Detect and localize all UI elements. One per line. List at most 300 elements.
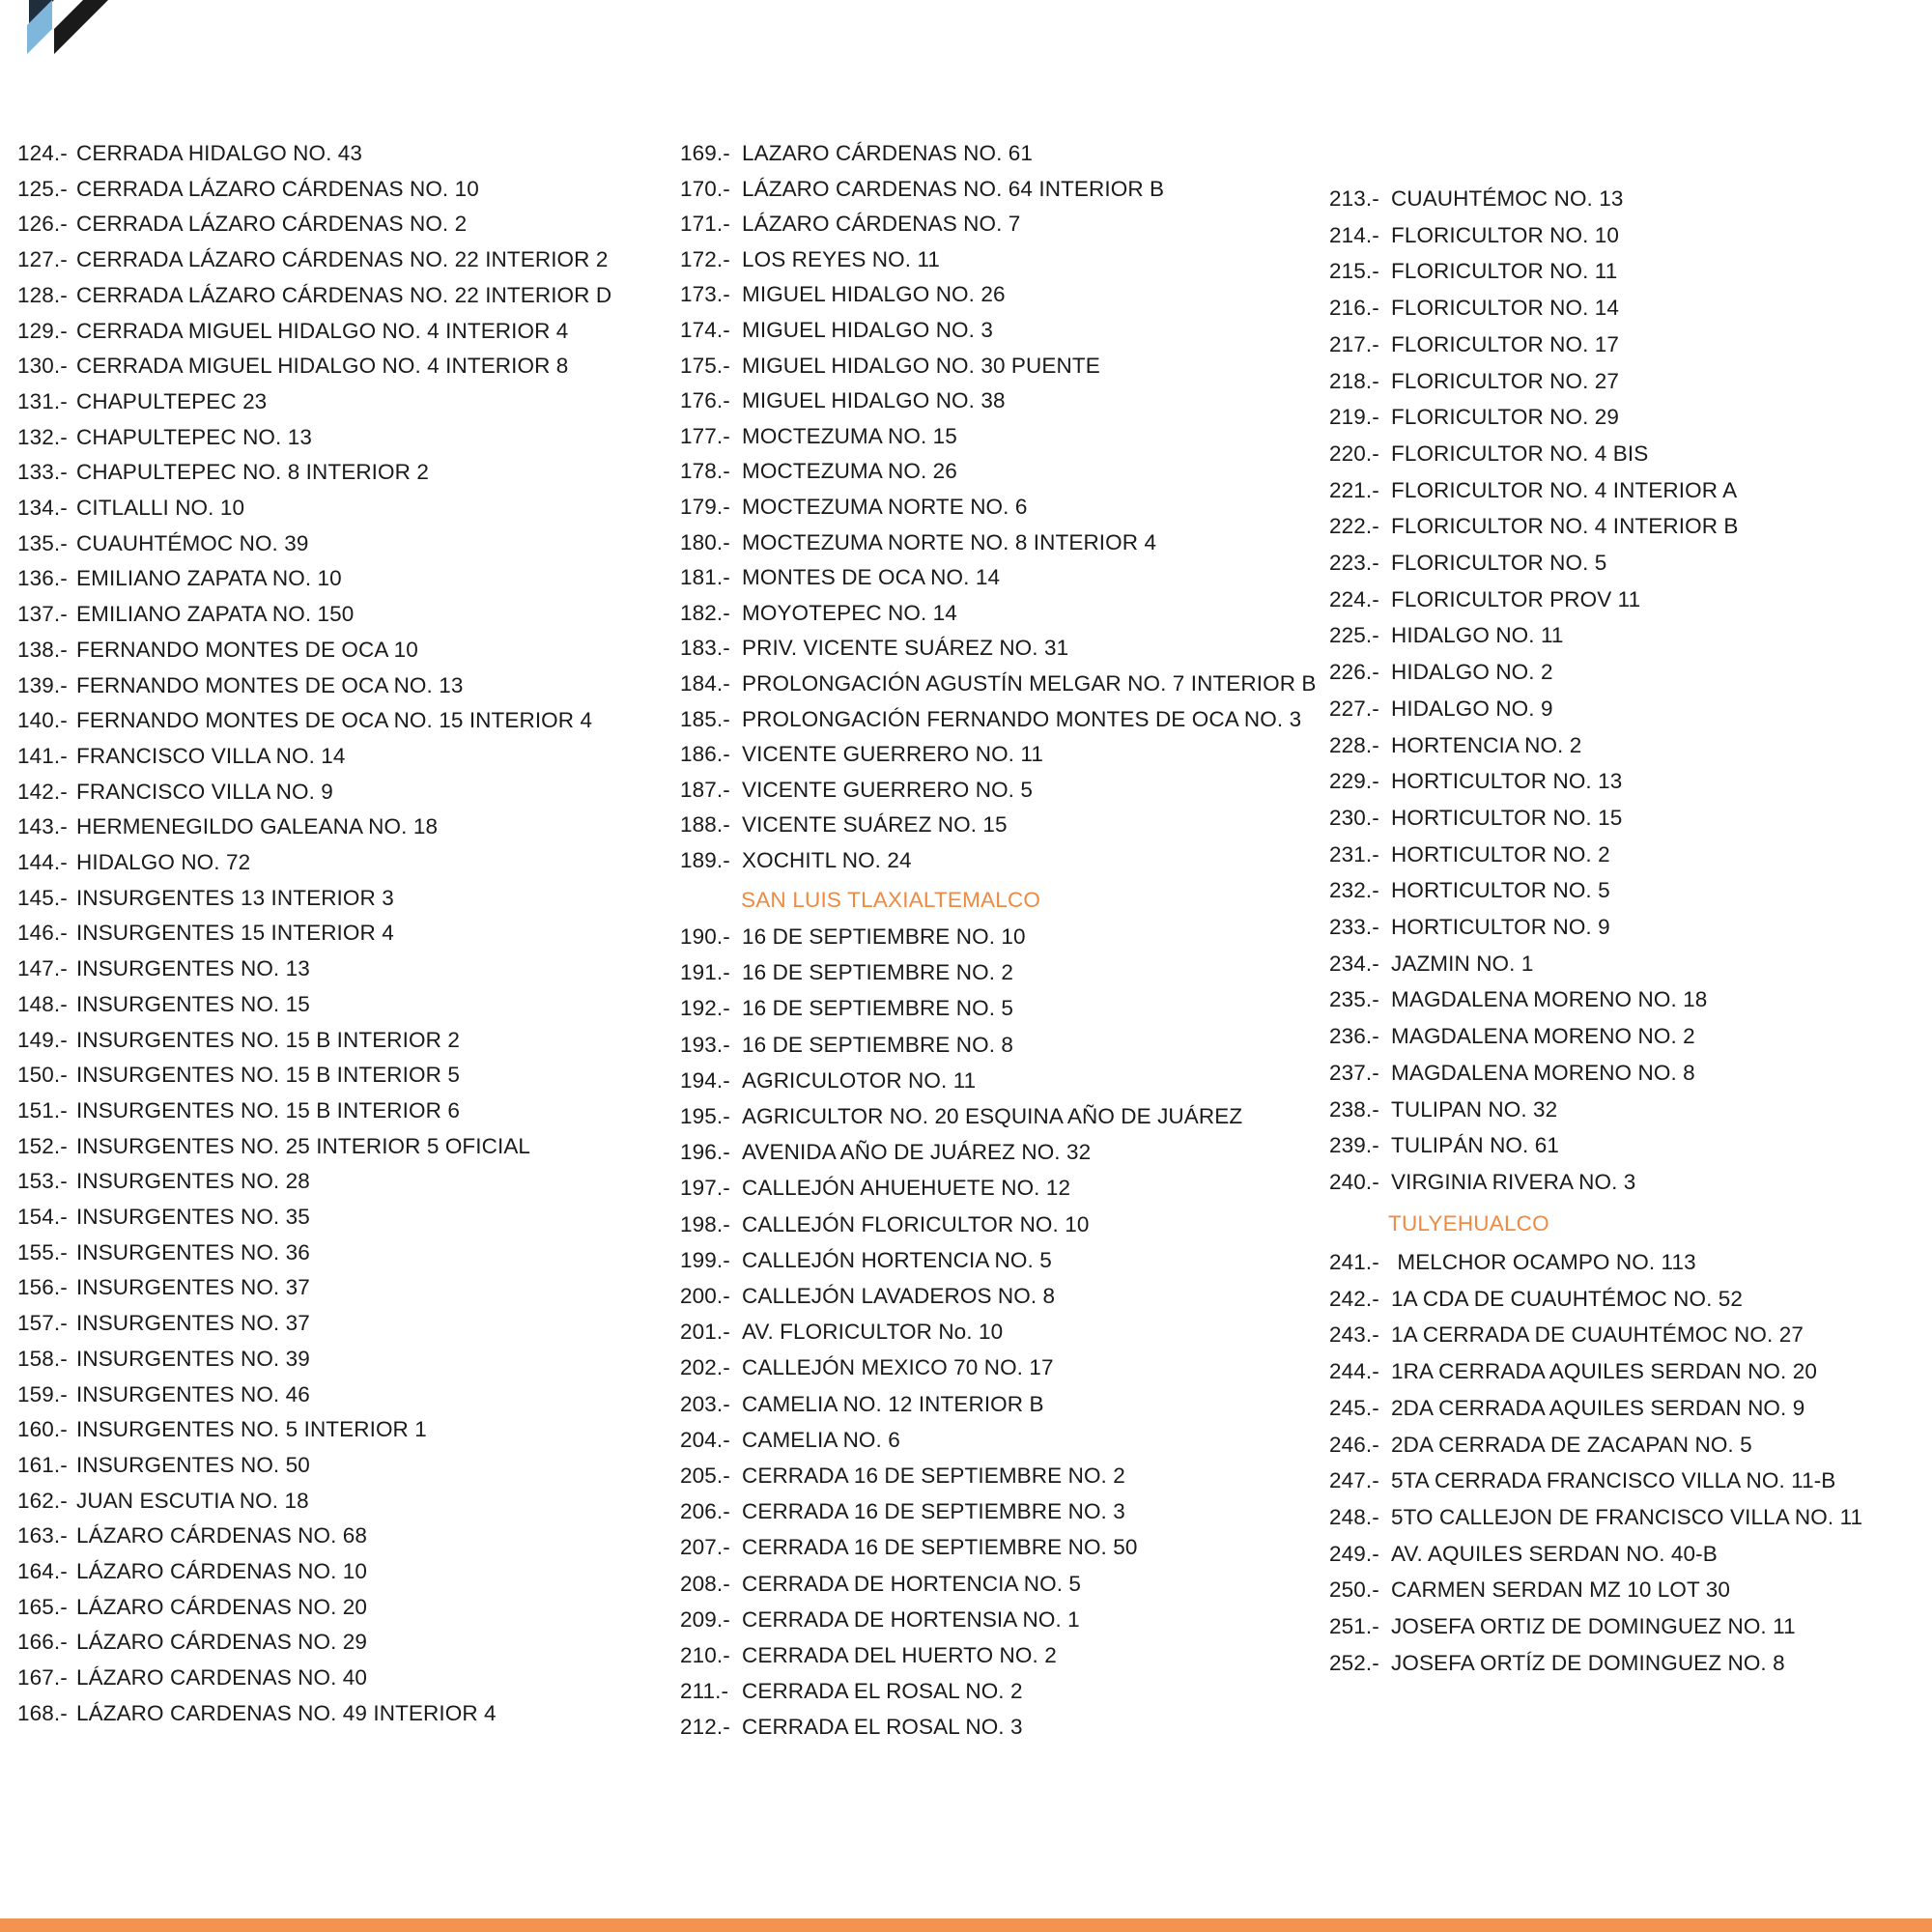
item-address: CHAPULTEPEC NO. 8 INTERIOR 2 [76,460,429,485]
item-number: 183.- [680,636,730,661]
list-item [680,282,1006,307]
item-address: LÁZARO CARDENAS NO. 49 INTERIOR 4 [76,1700,497,1725]
list-item [1329,478,1737,503]
item-number: 155.- [17,1239,68,1264]
item-number: 167.- [17,1665,68,1690]
item-number: 147.- [17,956,68,981]
item-number: 171.- [680,212,730,237]
item-address: FLORICULTOR NO. 4 INTERIOR A [1391,477,1738,502]
item-address: CERRADA LÁZARO CÁRDENAS NO. 2 [76,212,468,237]
list-item [17,1453,310,1478]
item-number: 136.- [17,566,68,591]
item-address: LÁZARO CARDENAS NO. 40 [76,1665,368,1690]
item-number: 197.- [680,1176,730,1201]
item-number: 125.- [17,176,68,201]
item-address: MOCTEZUMA NO. 26 [742,459,957,484]
item-number: 214.- [1329,222,1379,247]
item-address: MIGUEL HIDALGO NO. 3 [742,318,993,342]
list-item [17,1382,310,1407]
list-item [680,924,1026,950]
item-address: INSURGENTES NO. 39 [76,1346,310,1371]
item-number: 202.- [680,1355,730,1380]
list-item [680,141,1033,166]
list-item [1329,623,1564,648]
item-address: CUAUHTÉMOC NO. 13 [1391,186,1624,211]
item-address: LÁZARO CÁRDENAS NO. 20 [76,1594,368,1619]
list-item [1329,1133,1559,1158]
list-item [1329,259,1617,284]
item-address: MIGUEL HIDALGO NO. 38 [742,388,1006,413]
item-number: 181.- [680,565,730,590]
list-item [17,1665,367,1690]
list-item [680,388,1006,413]
list-item [1329,1577,1730,1603]
item-number: 163.- [17,1523,68,1548]
item-address: FLORICULTOR NO. 29 [1391,405,1620,430]
list-item [680,1715,1023,1740]
list-item [17,673,463,698]
list-item [680,707,1301,732]
item-number: 137.- [17,602,68,627]
list-item [680,778,1033,803]
item-number: 217.- [1329,331,1379,356]
item-address: CAMELIA NO. 6 [742,1427,900,1452]
item-number: 156.- [17,1275,68,1300]
item-address: MIGUEL HIDALGO NO. 30 PUENTE [742,353,1100,378]
item-number: 135.- [17,530,68,555]
list-item [1329,369,1619,394]
list-item [1329,223,1619,248]
list-item [680,1355,1054,1380]
list-item [680,565,1000,590]
item-address: VICENTE SUÁREZ NO. 15 [742,812,1008,838]
list-item [1329,660,1553,685]
item-address: FERNANDO MONTES DE OCA 10 [76,637,418,662]
item-number: 130.- [17,354,68,379]
item-number: 185.- [680,706,730,731]
item-address: INSURGENTES 13 INTERIOR 3 [76,885,394,910]
list-item [17,1240,310,1265]
list-item [680,1392,1044,1417]
item-number: 153.- [17,1169,68,1194]
item-number: 182.- [680,600,730,625]
list-item [1329,878,1610,903]
list-item [17,1028,460,1053]
item-address: CERRADA DEL HUERTO NO. 2 [742,1643,1057,1667]
list-item [17,1205,310,1230]
list-item [1329,915,1610,940]
item-number: 215.- [1329,259,1379,284]
list-item [17,992,310,1017]
item-number: 225.- [1329,623,1379,648]
item-number: 198.- [680,1211,730,1236]
list-item [680,1428,900,1453]
item-address: 1A CDA DE CUAUHTÉMOC NO. 52 [1391,1286,1744,1311]
item-number: 187.- [680,777,730,802]
item-address: CITLALLI NO. 10 [76,496,245,520]
item-address: FERNANDO MONTES DE OCA NO. 15 INTERIOR 4 [76,708,593,733]
item-number: 168.- [17,1700,68,1725]
item-address: LOS REYES NO. 11 [742,246,941,271]
item-address: MAGDALENA MORENO NO. 8 [1391,1060,1695,1085]
item-address: CALLEJÓN HORTENCIA NO. 5 [742,1247,1052,1272]
item-number: 220.- [1329,440,1379,466]
list-item [1329,987,1707,1012]
item-address: EMILIANO ZAPATA NO. 150 [76,602,355,627]
item-address: VICENTE GUERRERO NO. 5 [742,777,1033,802]
item-address: HIDALGO NO. 72 [76,850,251,874]
item-address: FLORICULTOR PROV 11 [1391,586,1641,611]
item-address: FRANCISCO VILLA NO. 14 [76,743,346,768]
item-address: CERRADA MIGUEL HIDALGO NO. 4 INTERIOR 4 [76,318,569,343]
item-number: 193.- [680,1032,730,1057]
item-address: CHAPULTEPEC NO. 13 [76,424,312,449]
list-item [1329,1505,1862,1530]
item-address: CERRADA HIDALGO NO. 43 [76,141,363,165]
item-number: 234.- [1329,951,1379,976]
item-number: 166.- [17,1630,68,1655]
item-number: 143.- [17,814,68,839]
item-address: AGRICULOTOR NO. 11 [742,1067,977,1093]
list-item [680,1104,1242,1129]
item-address: INSURGENTES NO. 5 INTERIOR 1 [76,1417,427,1442]
list-item [17,814,438,839]
list-item [680,424,957,449]
list-item [1329,842,1610,867]
item-address: CERRADA DE HORTENSIA NO. 1 [742,1606,1080,1632]
item-number: 190.- [680,924,730,949]
item-address: 16 DE SEPTIEMBRE NO. 8 [742,1032,1014,1057]
item-number: 204.- [680,1427,730,1452]
item-number: 148.- [17,991,68,1016]
list-item [680,1140,1091,1165]
list-item [17,1489,309,1514]
item-address: LÁZARO CÁRDENAS NO. 7 [742,212,1021,237]
item-address: MOCTEZUMA NO. 15 [742,423,957,448]
item-address: 5TO CALLEJON DE FRANCISCO VILLA NO. 11 [1391,1504,1863,1529]
list-item [680,354,1100,379]
item-address: INSURGENTES NO. 13 [76,956,310,981]
item-address: LÁZARO CÁRDENAS NO. 10 [76,1559,368,1583]
item-number: 194.- [680,1067,730,1093]
list-item [680,1284,1055,1309]
list-item [680,742,1043,767]
item-address: AVENIDA AÑO DE JUÁREZ NO. 32 [742,1140,1092,1165]
item-number: 203.- [680,1391,730,1416]
item-address: VIRGINIA RIVERA NO. 3 [1391,1169,1636,1194]
item-number: 213.- [1329,186,1379,211]
item-number: 224.- [1329,586,1379,611]
item-address: CERRADA MIGUEL HIDALGO NO. 4 INTERIOR 8 [76,354,569,379]
list-item [680,1572,1081,1597]
item-number: 176.- [680,388,730,413]
item-address: INSURGENTES 15 INTERIOR 4 [76,921,394,946]
item-address: CERRADA LÁZARO CÁRDENAS NO. 22 INTERIOR D [76,282,612,307]
list-item [17,1275,310,1300]
item-address: CUAUHTÉMOC NO. 39 [76,530,309,555]
list-item [1329,696,1553,722]
item-address: FLORICULTOR NO. 5 [1391,551,1607,575]
list-item [17,850,250,875]
list-item [17,1559,367,1584]
item-number: 192.- [680,996,730,1021]
item-number: 173.- [680,282,730,307]
item-address: AGRICULTOR NO. 20 ESQUINA AÑO DE JUÁREZ [742,1104,1243,1128]
item-number: 247.- [1329,1468,1379,1493]
item-address: JOSEFA ORTIZ DE DOMINGUEZ NO. 11 [1391,1614,1796,1638]
item-number: 159.- [17,1381,68,1406]
item-address: AV. FLORICULTOR No. 10 [742,1320,1004,1345]
item-address: CERRADA 16 DE SEPTIEMBRE NO. 50 [742,1535,1138,1560]
list-item [17,1630,367,1655]
item-number: 235.- [1329,987,1379,1012]
item-number: 133.- [17,460,68,485]
list-item [1329,332,1619,357]
item-address: 2DA CERRADA AQUILES SERDAN NO. 9 [1391,1395,1805,1420]
list-item [1329,1651,1785,1676]
item-number: 246.- [1329,1432,1379,1457]
item-address: HORTICULTOR NO. 2 [1391,841,1610,867]
list-item [17,319,568,344]
list-item [680,960,1013,985]
item-address: CERRADA LÁZARO CÁRDENAS NO. 10 [76,176,479,201]
list-item [1329,806,1622,831]
item-number: 248.- [1329,1504,1379,1529]
item-address: CERRADA EL ROSAL NO. 3 [742,1715,1023,1740]
item-address: AV. AQUILES SERDAN NO. 40-B [1391,1541,1718,1566]
item-address: PROLONGACIÓN FERNANDO MONTES DE OCA NO. 3 [742,706,1302,731]
list-item [17,141,362,166]
item-address: FLORICULTOR NO. 10 [1391,222,1620,247]
list-item [1329,952,1533,977]
item-number: 129.- [17,318,68,343]
item-address: PROLONGACIÓN AGUSTÍN MELGAR NO. 7 INTERIOR B [742,671,1317,696]
item-number: 218.- [1329,368,1379,393]
item-number: 141.- [17,743,68,768]
list-item [1329,1061,1695,1086]
list-item [1329,514,1739,539]
item-number: 151.- [17,1097,68,1122]
list-item [17,886,394,911]
item-number: 249.- [1329,1541,1379,1566]
list-item [1329,1468,1835,1493]
item-address: INSURGENTES NO. 46 [76,1381,310,1406]
item-address: LÁZARO CÁRDENAS NO. 29 [76,1630,368,1655]
item-address: HORTENCIA NO. 2 [1391,732,1582,757]
item-address: INSURGENTES NO. 37 [76,1311,310,1336]
item-number: 179.- [680,495,730,519]
list-item [1329,1287,1743,1312]
item-address: CALLEJÓN FLORICULTOR NO. 10 [742,1211,1090,1236]
item-address: CARMEN SERDAN MZ 10 LOT 30 [1391,1577,1731,1603]
list-item [17,1347,310,1372]
item-address: FLORICULTOR NO. 27 [1391,368,1620,393]
item-number: 239.- [1329,1133,1379,1158]
list-item [680,848,912,873]
item-number: 229.- [1329,769,1379,794]
item-number: 207.- [680,1535,730,1560]
item-address: VICENTE GUERRERO NO. 11 [742,742,1043,767]
list-item [1329,441,1648,467]
item-number: 223.- [1329,551,1379,575]
item-number: 244.- [1329,1359,1379,1384]
item-number: 212.- [680,1715,730,1740]
list-item [680,212,1020,237]
item-number: 191.- [680,960,730,985]
item-number: 131.- [17,388,68,413]
list-item [1329,1614,1796,1639]
item-address: LÁZARO CÁRDENAS NO. 68 [76,1523,368,1548]
item-number: 172.- [680,246,730,271]
list-item [17,460,429,485]
list-item [1329,1250,1696,1275]
item-address: FRANCISCO VILLA NO. 9 [76,779,333,804]
item-address: FLORICULTOR NO. 11 [1391,259,1618,284]
item-number: 200.- [680,1284,730,1308]
list-item [17,1098,460,1123]
list-item [680,1607,1080,1633]
item-number: 251.- [1329,1614,1379,1638]
list-item [17,496,244,521]
list-item [17,531,308,556]
item-number: 196.- [680,1140,730,1165]
item-number: 227.- [1329,696,1379,721]
item-number: 206.- [680,1499,730,1524]
list-item [17,921,394,946]
list-item [17,283,611,308]
item-number: 237.- [1329,1060,1379,1085]
list-item [1329,769,1622,794]
item-number: 127.- [17,247,68,272]
item-number: 174.- [680,318,730,342]
item-number: 145.- [17,885,68,910]
item-number: 139.- [17,672,68,697]
item-address: XOCHITL NO. 24 [742,848,912,872]
item-number: 210.- [680,1643,730,1667]
list-item [1329,296,1619,321]
list-item [680,1248,1052,1273]
item-address: LAZARO CÁRDENAS NO. 61 [742,141,1034,165]
item-address: FLORICULTOR NO. 4 INTERIOR B [1391,514,1739,539]
item-number: 236.- [1329,1024,1379,1049]
item-number: 158.- [17,1346,68,1371]
item-number: 146.- [17,921,68,946]
item-address: HIDALGO NO. 9 [1391,696,1553,721]
item-number: 144.- [17,850,68,874]
item-number: 240.- [1329,1169,1379,1194]
list-item [17,177,479,202]
list-item [680,177,1164,202]
list-item [680,1033,1013,1058]
item-number: 209.- [680,1606,730,1632]
list-item [17,389,267,414]
item-number: 160.- [17,1417,68,1442]
list-item [1329,1170,1635,1195]
item-address: FLORICULTOR NO. 14 [1391,296,1620,321]
list-item [680,1320,1003,1345]
item-address: MAGDALENA MORENO NO. 2 [1391,1024,1695,1049]
item-address: MONTES DE OCA NO. 14 [742,565,1001,590]
list-item [1329,551,1606,576]
list-item [1329,1024,1695,1049]
item-number: 221.- [1329,477,1379,502]
item-address: TULIPAN NO. 32 [1391,1096,1558,1122]
list-item [17,1701,497,1726]
item-number: 164.- [17,1559,68,1583]
item-number: 208.- [680,1571,730,1596]
item-address: MOCTEZUMA NORTE NO. 6 [742,495,1028,519]
list-item [680,459,957,484]
item-address: MOCTEZUMA NORTE NO. 8 INTERIOR 4 [742,529,1157,554]
item-number: 149.- [17,1027,68,1052]
list-item [17,956,310,981]
item-number: 228.- [1329,732,1379,757]
list-item [680,1535,1137,1560]
list-item [680,495,1027,520]
item-address: HORTICULTOR NO. 5 [1391,878,1610,903]
list-item [680,812,1008,838]
item-address: 5TA CERRADA FRANCISCO VILLA NO. 11-B [1391,1468,1836,1493]
item-address: CALLEJÓN AHUEHUETE NO. 12 [742,1176,1071,1201]
item-number: 201.- [680,1320,730,1345]
list-item [680,1463,1125,1489]
corner-logo-stripes [0,0,116,58]
list-item [1329,1433,1752,1458]
list-item [680,1499,1125,1524]
item-address: INSURGENTES NO. 28 [76,1169,310,1194]
list-item [17,566,342,591]
item-number: 211.- [680,1679,729,1704]
item-address: INSURGENTES NO. 15 B INTERIOR 5 [76,1063,460,1088]
item-address: 1RA CERRADA AQUILES SERDAN NO. 20 [1391,1359,1817,1384]
list-item [680,1068,976,1094]
list-item [17,780,333,805]
list-item [17,1311,310,1336]
item-number: 252.- [1329,1650,1379,1675]
item-number: 250.- [1329,1577,1379,1603]
item-number: 124.- [17,141,68,165]
item-address: LÁZARO CARDENAS NO. 64 INTERIOR B [742,176,1165,201]
item-address: MIGUEL HIDALGO NO. 26 [742,282,1006,307]
item-address: CAMELIA NO. 12 INTERIOR B [742,1391,1044,1416]
item-number: 219.- [1329,405,1379,430]
list-item [17,1595,367,1620]
item-address: TULIPÁN NO. 61 [1391,1133,1559,1158]
item-number: 170.- [680,176,730,201]
item-number: 165.- [17,1594,68,1619]
item-number: 175.- [680,353,730,378]
item-address: CERRADA DE HORTENCIA NO. 5 [742,1571,1082,1596]
item-number: 134.- [17,496,68,520]
item-address: MELCHOR OCAMPO NO. 113 [1391,1250,1696,1274]
list-item [17,247,608,272]
item-number: 205.- [680,1463,730,1488]
item-address: 16 DE SEPTIEMBRE NO. 5 [742,996,1014,1021]
list-item [680,1212,1089,1237]
item-number: 233.- [1329,915,1379,939]
item-number: 242.- [1329,1286,1379,1311]
item-address: CERRADA EL ROSAL NO. 2 [742,1679,1023,1704]
list-item [17,212,467,237]
item-address: CERRADA LÁZARO CÁRDENAS NO. 22 INTERIOR 2 [76,247,609,272]
item-address: INSURGENTES NO. 15 B INTERIOR 6 [76,1097,460,1122]
list-item [17,638,418,663]
item-number: 162.- [17,1488,68,1513]
item-number: 199.- [680,1247,730,1272]
item-number: 238.- [1329,1096,1379,1122]
item-address: INSURGENTES NO. 35 [76,1205,310,1229]
item-number: 177.- [680,423,730,448]
